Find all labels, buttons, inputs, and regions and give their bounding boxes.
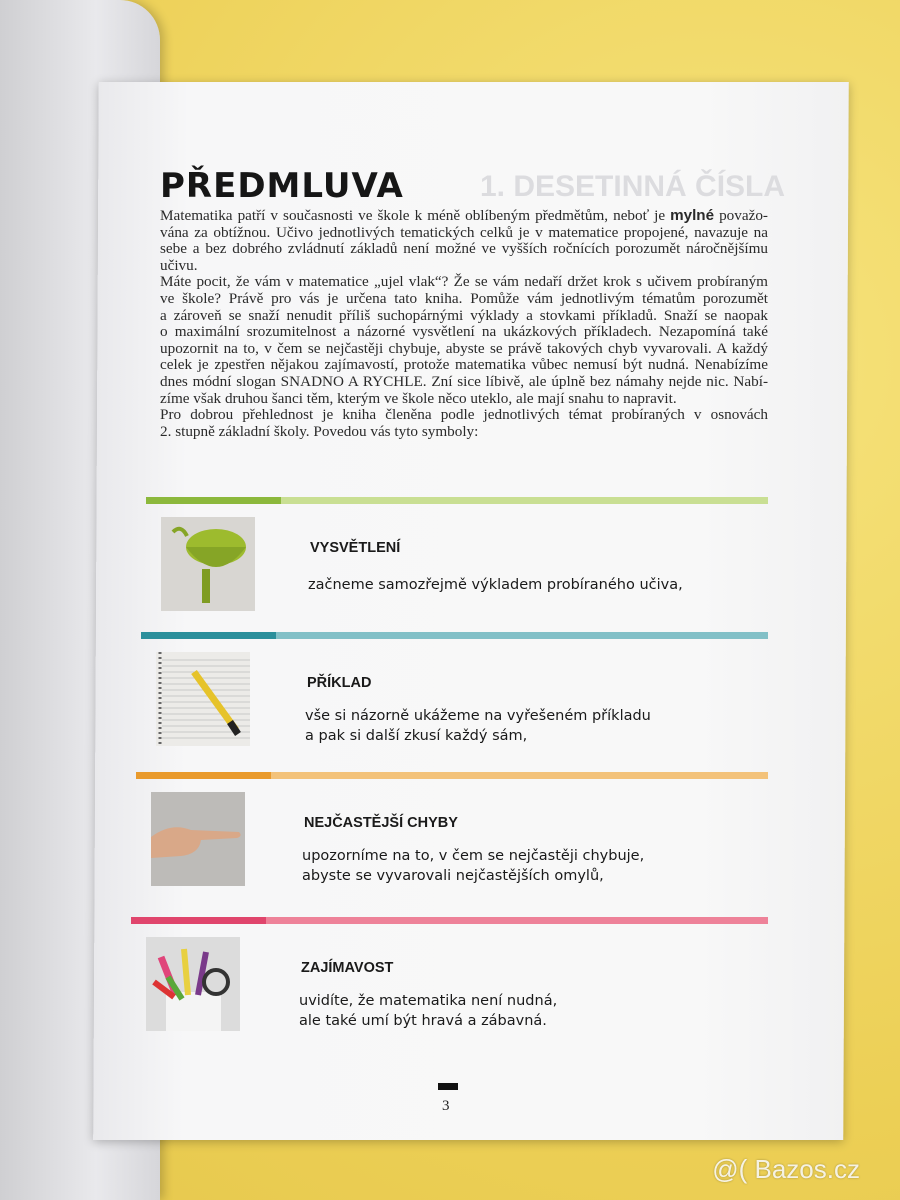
line-text: 2. stupně základní školy. Povedou vás tyto symboly: xyxy=(160,422,479,440)
divider-light-segment xyxy=(276,632,768,639)
symbol-title: ZAJÍMAVOST xyxy=(301,960,394,976)
symbol-title: PŘÍKLAD xyxy=(307,675,372,691)
description-line: upozorníme na to, v čem se nejčastěji chybuje, xyxy=(302,848,645,864)
line-text: a zároveň se snaží nenudit příliš suchopárnými výklady a stovkami příkladů. Snaží se naopak xyxy=(160,306,768,324)
pointing-finger-icon xyxy=(151,792,245,886)
pencil-notebook-icon xyxy=(156,652,250,746)
description-line: ale také umí být hravá a zábavná. xyxy=(299,1013,547,1029)
section-divider-bar xyxy=(131,917,768,924)
page-number-marker xyxy=(438,1083,458,1090)
preface-paragraph xyxy=(160,208,768,440)
section-divider-bar xyxy=(141,632,768,639)
line-text: Pro dobrou přehlednost je kniha členěna podle jednotlivých témat probíraných v osnovách xyxy=(160,406,768,424)
symbol-description xyxy=(308,575,683,595)
paragraph-line xyxy=(160,291,768,308)
paragraph-line xyxy=(160,208,768,225)
divider-light-segment xyxy=(281,497,768,504)
divider-dark-segment xyxy=(131,917,266,924)
paragraph-line xyxy=(160,374,768,391)
symbol-description xyxy=(305,706,651,746)
line-text: upozornit na to, v čem se nejčastěji chybuje, abyste se právě takových chyb vyvarovali. A každý xyxy=(160,339,768,357)
paragraph-line xyxy=(160,225,768,242)
line-text: považo- xyxy=(714,207,768,224)
description-line: vše si názorně ukážeme na vyřešeném příkladu xyxy=(305,708,651,724)
line-text: celek je zpestřen nějakou zajímavostí, protože matematika vůbec nemusí být nudná. Nenabízíme xyxy=(160,356,768,374)
paragraph-line xyxy=(160,357,768,374)
symbol-title: VYSVĚTLENÍ xyxy=(310,540,401,556)
paragraph-line xyxy=(160,308,768,325)
line-text: Máte pocit, že vám v matematice „ujel vlak“? Že se vám nedaří držet krok s učivem probíraným xyxy=(160,273,768,291)
line-text: sebe a bez dobrého zvládnutí základů není možné ve vyšších ročnících porozumět náročnějšímu xyxy=(160,240,768,258)
description-line: a pak si další zkusí každý sám, xyxy=(305,728,528,744)
symbol-description xyxy=(302,846,644,886)
divider-light-segment xyxy=(266,917,768,924)
paragraph-line xyxy=(160,424,768,441)
symbol-title: NEJČASTĚJŠÍ CHYBY xyxy=(304,815,458,831)
emphasis-text: mylné xyxy=(670,207,715,224)
paragraph-line xyxy=(160,274,768,291)
line-text: dnes módní slogan SNADNO A RYCHLE. Zní sice líbivě, ale úplně bez námahy nejde nic. Nabí- xyxy=(160,372,768,390)
line-text: ve škole? Právě pro vás je určena tato kniha. Pomůže vám jednotlivým tématům porozumět xyxy=(160,289,768,307)
funnel-icon xyxy=(161,517,255,611)
description-line: uvidíte, že matematika není nudná, xyxy=(299,993,558,1009)
section-divider-bar xyxy=(146,497,768,504)
paragraph-line xyxy=(160,407,768,424)
description-line: začneme samozřejmě výkladem probíraného učiva, xyxy=(308,577,683,593)
page-title: PŘEDMLUVA xyxy=(160,166,404,206)
line-text: zíme však druhou šanci těm, kterým ve škole něco uteklo, ale mají snahu to napravit. xyxy=(160,389,677,407)
line-text: o maximální srozumitelnost a názorné vysvětlení na ukázkových příkladech. Nezapomíná také xyxy=(160,323,768,341)
line-text: vána za obtížnou. Učivo jednotlivých tematických celků je v matematice propojené, navazuje na xyxy=(160,223,768,241)
divider-dark-segment xyxy=(146,497,281,504)
paragraph-line xyxy=(160,324,768,341)
divider-dark-segment xyxy=(141,632,276,639)
symbol-description xyxy=(299,991,557,1031)
line-text: Matematika patří v současnosti ve škole k méně oblíbeným předmětům, neboť je xyxy=(160,207,671,224)
section-divider-bar xyxy=(136,772,768,779)
divider-dark-segment xyxy=(136,772,271,779)
line-text: učivu. xyxy=(160,256,198,274)
colored-pens-icon xyxy=(146,937,240,1031)
description-line: abyste se vyvarovali nejčastějších omylů, xyxy=(302,868,604,884)
paragraph-line xyxy=(160,341,768,358)
show-through-text: 1. DESETINNÁ ČÍSLA xyxy=(480,170,786,203)
page-number: 3 xyxy=(442,1098,450,1114)
watermark: @( Bazos.cz xyxy=(712,1154,860,1184)
divider-light-segment xyxy=(271,772,768,779)
paragraph-line xyxy=(160,258,768,275)
paragraph-line xyxy=(160,241,768,258)
paragraph-line xyxy=(160,391,768,408)
